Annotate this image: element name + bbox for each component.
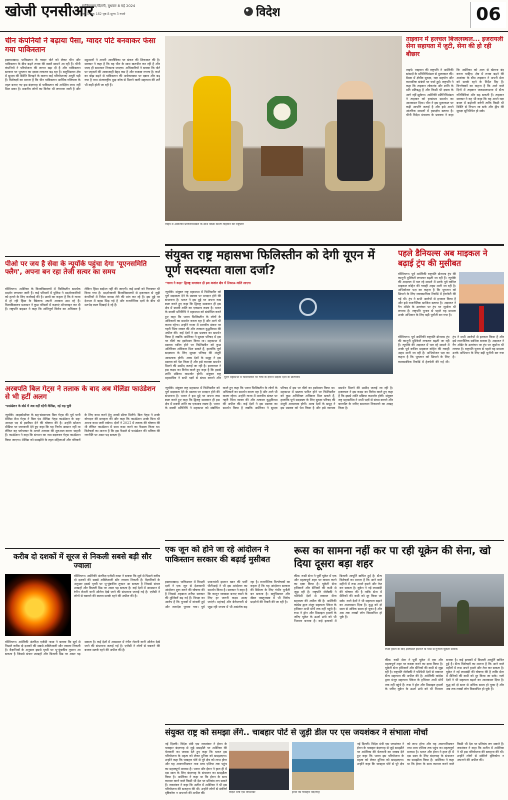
body-gates: न्यूयॉर्क। माइक्रोसॉफ्ट के सह-संस्थापक बिल गेट्स की पूर्व पत्नी मेलिंडा फ्रेंच गेट्स ने बिल एंड मेलिंडा गेट्स फाउंडेशन के सह-अध्यक्ष पद से इस्तीफा देने की घोषणा की है। उन्होंने सोशल मीडिया पर जानकारी देते हुए कहा कि यह निर्णय आसान नहीं था लेकिन वह परोपकार के अगले अध्याय की शुरुआत करना चाहती हैं। फाउंडेशन ने कहा कि संगठन का नाम बदलकर गेट्स फाउंडेशन किया जाएगा। मेलिंडा को समझौते के तहत महिलाओं और परिवारों के लिए काम करने हेतु अरबों डॉलर मिलेंगे। बिल गेट्स ने उनके योगदान की सराहना की और कहा कि फाउंडेशन उनके बिना भी अपना काम जारी रखेगा। दोनों ने 2021 में तलाक की घोषणा की थी लेकिन फाउंडेशन में साथ काम करने का फैसला किया था। विशेषज्ञों का मानना है कि इस फैसले से फाउंडेशन की भविष्य की रणनीति पर असर पड़ सकता है। bbox=[5, 413, 160, 442]
divider bbox=[5, 548, 160, 549]
headline-chabahar: संयुक्त राष्ट्र को समझा लेंगे.. चाबहार पोर्ट से जुड़ी डील पर एस जयशंकर ने संभाला मोर्चा bbox=[165, 728, 428, 737]
edition-line: वर्ष 3 अंक 182 पृष्ठ 8 मूल्य 3 रुपये bbox=[82, 12, 126, 16]
sun-photo bbox=[5, 574, 71, 636]
divider bbox=[165, 540, 504, 541]
un-photo-caption: यूएन महासभा में फिलिस्तीन पर चर्चा के दौरान सदस्य देशों के प्रतिनिधि bbox=[224, 376, 301, 379]
body-un-palestine-a: न्यूयॉर्क। संयुक्त राष्ट्र महासभा में फिलिस्तीन को पूर्ण सदस्यता देने के प्रस्ताव पर मतदान होने की संभावना है। भारत ने इस मुद्दे पर अपना रुख स्पष्ट करते हुए कहा कि द्विराष्ट्र समाधान ही इस क्षेत्र में स्थायी शांति का एकमात्र रास्ता है। भारत के स्थायी प्रतिनिधि ने महासभा को संबोधित करते हुए कहा कि भारत फिलिस्तीन के लोगों के अधिकारों का समर्थन करता रहा है और आगे भी करता रहेगा। उन्होंने गाजा में मानवीय संकट पर गहरी चिंता व्यक्त की और तत्काल युद्धविराम की अपील की। कई देशों ने इस प्रस्ताव का समर्थन किया है जबकि अमेरिका ने सुरक्षा परिषद में इस पर वीटो का इस्तेमाल किया था। महासभा में प्रस्ताव पारित होने पर फिलिस्तीन को कुछ अतिरिक्त अधिकार मिल सकते हैं, हालांकि पूर्ण सदस्यता के लिए सुरक्षा परिषद की मंजूरी आवश्यक होगी। अरब देशों के समूह ने इस प्रस्ताव को पेश किया है और इसे व्यापक समर्थन मिलने की उम्मीद जताई जा रही है। इजरायल ने इस कदम का विरोध करते हुए कहा है कि इससे शांति प्रक्रिया कमजोर होगी। संयुक्त राष्ट्र महासचिव ने सभी पक्षों से संयम बरतने और bbox=[165, 290, 221, 380]
divider bbox=[165, 244, 504, 246]
body-un-palestine-b: न्यूयॉर्क। संयुक्त राष्ट्र महासभा में फिलिस्तीन को पूर्ण सदस्यता देने के प्रस्ताव पर मतदान होने की संभावना है। भारत ने इस मुद्दे पर अपना रुख स्पष्ट करते हुए कहा कि द्विराष्ट्र समाधान ही इस क्षेत्र में स्थायी शांति का एकमात्र रास्ता है। भारत के स्थायी प्रतिनिधि ने महासभा को संबोधित करते हुए कहा कि भारत फिलिस्तीन के लोगों के अधिकारों का समर्थन करता रहा है और आगे भी करता रहेगा। उन्होंने गाजा में मानवीय संकट पर गहरी चिंता व्यक्त की और तत्काल युद्धविराम की अपील की। कई देशों ने इस प्रस्ताव का समर्थन किया है जबकि अमेरिका ने सुरक्षा परिषद में इस पर वीटो का इस्तेमाल किया था। महासभा में प्रस्ताव पारित होने पर फिलिस्तीन को कुछ अतिरिक्त अधिकार मिल सकते हैं, हालांकि पूर्ण सदस्यता के लिए सुरक्षा परिषद की मंजूरी आवश्यक होगी। अरब देशों के समूह ने इस प्रस्ताव को पेश किया है और इसे व्यापक समर्थन मिलने की उम्मीद जताई जा रही है। इजरायल ने इस कदम का विरोध करते हुए कहा है कि इससे शांति प्रक्रिया कमजोर होगी। संयुक्त राष्ट्र महासचिव ने सभी पक्षों से संयम बरतने और बातचीत के जरिए समाधान निकालने का आग्रह किया है। bbox=[165, 386, 393, 411]
page-number-box bbox=[470, 2, 506, 28]
section-icon bbox=[244, 7, 253, 16]
masthead bbox=[0, 0, 508, 32]
headline-taiwan: ताइवान में हलचल बिजलस्थल... इजरायली सेना सहायता में जुटी, सेना की हो रही बौछार bbox=[406, 36, 504, 58]
table bbox=[261, 146, 303, 176]
section-title: विदेश bbox=[256, 5, 281, 19]
body-taiwan: ताइपे। ताइवान की राष्ट्रपति ने अमेरिकी सांसदों के प्रतिनिधिमंडल से मुलाकात की। बैठक में क्षेत्रीय सुरक्षा, रक्षा सहयोग और व्यापारिक संबंधों पर चर्चा हुई। राष्ट्रपति ने कहा कि ताइवान लोकतंत्र और शांति के प्रति प्रतिबद्ध है और किसी भी दबाव के आगे नहीं झुकेगा। अमेरिकी प्रतिनिधिमंडल ने ताइवान को हरसंभव समर्थन का आश्वासन दिया। चीन ने इस मुलाकात पर कड़ी आपत्ति जताई है और इसे अपने आंतरिक मामलों में हस्तक्षेप बताया है। चीनी विदेश मंत्रालय के प्रवक्ता ने कहा कि अमेरिका को आग से खेलना बंद करना चाहिए। क्षेत्र में तनाव बढ़ने की आशंका के बीच ताइवान ने अपनी सेना को सतर्क रहने के निर्देश दिए हैं। विश्लेषकों का कहना है कि आने वाले दिनों में ताइवान जलडमरूमध्य में सैन्य गतिविधियां और बढ़ सकती हैं। ताइवान सरकार ने यह भी कहा कि वह अपने रक्षा बजट में बढ़ोतरी करेगी ताकि किसी भी स्थिति से निपटा जा सके और द्वीप की सुरक्षा सुनिश्चित हो सके। bbox=[406, 68, 504, 118]
headline-pak-protest: एक जून को होने जा रहे आंदोलन ने पाकिस्तान सरकार की बढ़ाई मुसीबत bbox=[165, 545, 271, 564]
taiwan-photo-caption: ताइपे में अमेरिकी प्रतिनिधिमंडल के साथ बैठक करतीं ताइवान की राष्ट्रपति bbox=[165, 223, 244, 226]
headline-gwadar: चीन कंपनियों ने बढ़ाया पैसा, ग्वादर पोर्ट बनवाकर फंसा गया पाकिस्तान bbox=[5, 37, 156, 54]
jaishankar-caption: विदेश मंत्री एस जयशंकर bbox=[229, 791, 256, 794]
person-left bbox=[193, 76, 231, 181]
headline-solar: करीब दो दशकों में सूरज से निकली सबसे बड़ी सौर ज्वाला bbox=[13, 552, 152, 570]
subhead-un-palestine: -भारत ने कहा- द्विराष्ट्र समाधान ही इस अशांत क्षेत्र में टिकाऊ शांति लाएगा bbox=[165, 281, 251, 285]
divider bbox=[165, 724, 504, 725]
headline-trump: पहले डैनियल्स अब माइकल ने बढ़ाई ट्रंप की मुसीबत bbox=[398, 248, 488, 268]
subhead-gates: -फाउंडेशन के बोर्ड में अब नहीं रहेंगी मेलिंडा, नई राह चुनी bbox=[5, 404, 72, 408]
trump-photo bbox=[459, 272, 504, 332]
divider bbox=[5, 381, 160, 382]
un-assembly-photo bbox=[224, 290, 393, 374]
jaishankar-photo bbox=[229, 742, 289, 790]
body-chabahar-b: नई दिल्ली। विदेश मंत्री एस जयशंकर ने ईरान के चाबहार बंदरगाह से जुड़े समझौते पर अमेरिका की चेतावनी का जवाब देते हुए कहा कि भारत इस परियोजना के महत्व को लेकर दुनिया को समझाएगा। उन्होंने कहा कि चाबहार पोर्ट से पूरे क्षेत्र को लाभ होगा और यह अफगानिस्तान तथा मध्य एशिया तक पहुंच का महत्वपूर्ण माध्यम है। भारत और ईरान ने हाल ही में दस साल के लिए बंदरगाह के संचालन का समझौता किया है। अमेरिका ने कहा था कि ईरान के साथ व्यापार करने वाले किसी भी देश पर प्रतिबंध लग सकते हैं। जयशंकर ने कहा कि अतीत में अमेरिका ने भी इस परियोजना की सराहना की थी। उन्होंने लोगों से संकीर्ण दृष्टिकोण न अपनाने की अपील की। bbox=[357, 742, 504, 767]
date-line: गाजियाबाद/दिल्ली, बुधवार 8 मई 2024 bbox=[82, 4, 136, 8]
building-ruin bbox=[395, 592, 441, 622]
body-pak-protest: इस्लामाबाद। पाकिस्तान में विपक्षी दलों ने एक जून से देशव्यापी आंदोलन शुरू करने की घोषणा की है जिससे शहबाज शरीफ सरकार की मुश्किलें बढ़ गई हैं। विपक्ष का आरोप है कि चुनावों में धांधली हुई और जनादेश चुराया गया। पूर्व प्रधानमंत्री इमरान खान की पार्टी पीटीआई ने भी इस आंदोलन का समर्थन किया है। सरकार ने कहा है कि कानून व्यवस्था बनाए रखने के लिए हर जरूरी कदम उठाए जाएंगे। महंगाई और बेरोजगारी से जूझ रही जनता में भी असंतोष बढ़ रहा है। राजनीतिक विश्लेषकों का कहना है कि यह आंदोलन सरकार की स्थिरता के लिए गंभीर चुनौती बन सकता है। बलूचिस्तान और खैबर पख्तूनख्वा में भी विरोध प्रदर्शनों की तैयारी की जा रही है। bbox=[165, 580, 290, 609]
headline-us-protest: पीओ पर जय है सेवा के न्यूयॉर्क पहुंचा देगा 'यूएनसमिति फ्लैग', अपना बन रहा तेजी सत्यर का समय bbox=[5, 260, 147, 277]
headline-russia-ukraine: रूस का सामना नहीं कर पा रही यूक्रेन की सेना, खो दिया दूसरा बड़ा शहर bbox=[294, 545, 491, 570]
page-number: 06 bbox=[475, 4, 502, 25]
chabahar-caption: ईरान का चाबहार बंदरगाह bbox=[292, 791, 320, 794]
taiwan-meeting-photo bbox=[165, 36, 402, 221]
person-right bbox=[337, 81, 373, 181]
body-trump-a: वॉशिंगटन। पूर्व अमेरिकी राष्ट्रपति डोनाल्ड ट्रंप की कानूनी मुश्किलें लगातार बढ़ती जा रही हैं। न्यूयॉर्क की अदालत में चल रहे मामले में उनके पूर्व वकील माइकल कोहेन की गवाही अहम मानी जा रही है। अभियोजन पक्ष का कहना है कि भुगतान को छिपाने के लिए व्यावसायिक रिकॉर्ड में हेराफेरी की गई थी। ट्रंप ने सभी आरोपों से इनकार किया है और इसे राजनीतिक साजिश बताया है। अदालत ने गैग ऑर्डर के उल्लंघन पर ट्रंप पर जुर्माना भी लगाया है। राष्ट्रपति चुनाव से पहले यह मामला उनके अभियान के लिए बड़ी चुनौती बन गया है। bbox=[398, 272, 456, 317]
flower-vase bbox=[267, 96, 297, 136]
body-solar: वॉशिंगटन। अमेरिकी अंतरिक्ष एजेंसी नासा ने बताया कि सूर्य से पिछले करीब दो दशकों की सबसे शक्तिशाली सौर ज्वाला निकली है। वैज्ञानिकों के अनुसार इससे पृथ्वी पर भू-चुंबकीय तूफान आ सकता है जिससे संचार उपग्रहों और बिजली ग्रिड पर असर पड़ सकता है। कई देशों में आसमान में रंगीन रोशनी यानी ऑरोरा देखे जाने की संभावना जताई गई है। एजेंसी ने लोगों से घबराने की बजाय सतर्क रहने की अपील की है। bbox=[74, 574, 160, 599]
body-gwadar: इस्लामाबाद। पाकिस्तान के ग्वादर पोर्ट को लेकर चीन और पाकिस्तान के बीच बढ़ते तनाव की खबरें सामने आ रही हैं। चीनी कंपनियों ने परियोजना की लागत बढ़ा दी है और पाकिस्तान सरकार पर भुगतान का दबाव लगातार बढ़ रहा है। बलूचिस्तान क्षेत्र में सुरक्षा की स्थिति बिगड़ने के कारण कई परियोजनाएं अधूरी पड़ी हैं। विशेषज्ञों का मानना है कि चीन पाकिस्तान आर्थिक गलियारा के तहत बनाए गए इस बंदरगाह से पाकिस्तान को अपेक्षित लाभ नहीं मिल सका है। स्थानीय लोगों का विरोध भी लगातार जारी है और मछुआरों ने अपनी आजीविका पर संकट की शिकायत की है। सरकार ने कहा है कि वह चीन के साथ बातचीत कर रही है और जल्द ही समाधान निकाला जाएगा। अधिकारियों ने बताया कि पोर्ट पर जहाजों की आवाजाही बेहद कम है और राजस्व नगण्य है। कर्ज का बोझ बढ़ने से पाकिस्तान की अर्थव्यवस्था पर दबाव और बढ़ गया है तथा अंतरराष्ट्रीय मुद्रा कोष से मिलने वाली सहायता की शर्तें भी कड़ी होती जा रही हैं। bbox=[5, 58, 160, 91]
body-russia-ukraine-b: कीव। रूसी सेना ने पूर्वी यूक्रेन में एक और महत्वपूर्ण शहर पर कब्जा करने का दावा किया है। यूक्रेनी सेना हथियारों और सैनिकों की कमी से जूझ रही है। राष्ट्रपति जेलेंस्की ने पश्चिमी देशों से तत्काल सैन्य सहायता की अपील की है। अमेरिकी कांग्रेस द्वारा मंजूर सहायता पैकेज के हथियार अभी मोर्चे तक नहीं पहुंचे हैं। रूस ने ड्रोन और मिसाइल हमलों के जरिए यूक्रेन के ऊर्जा ढांचे को भी निशाना बनाया है। कई इलाकों में बिजली आपूर्ति बाधित हुई है। सैन्य विशेषज्ञों का मानना है कि आने वाले महीनों में रूस अपने हमले और तेज कर सकता है। यूक्रेन ने नई लामबंदी की घोषणा की है ताकि सेना में सैनिकों की कमी को दूर किया जा सके। नाटो देशों ने भी सहायता बढ़ाने का आश्वासन दिया है। युद्ध को दो साल से अधिक समय हो चुका है और अब तक लाखों लोग विस्थापित हो चुके हैं। bbox=[385, 658, 504, 691]
headline-un-palestine: संयुक्त राष्ट्र महासभा फिलिस्तीन को देगी यूएन में पूर्ण सदस्यता वाला दर्जा? bbox=[165, 248, 375, 277]
newspaper-logo: खोजी एनसीआर bbox=[5, 3, 94, 20]
ukraine-war-photo bbox=[385, 574, 504, 646]
soldier bbox=[457, 600, 469, 634]
divider bbox=[5, 256, 160, 257]
ukraine-photo-caption: रूसी हमले के बाद क्षतिग्रस्त इमारत के पास से गुजरते यूक्रेनी सैनिक bbox=[385, 648, 458, 651]
body-chabahar-a: नई दिल्ली। विदेश मंत्री एस जयशंकर ने ईरान के चाबहार बंदरगाह से जुड़े समझौते पर अमेरिका की चेतावनी का जवाब देते हुए कहा कि भारत इस परियोजना के महत्व को लेकर दुनिया को समझाएगा। उन्होंने कहा कि चाबहार पोर्ट से पूरे क्षेत्र को लाभ होगा और यह अफगानिस्तान तथा मध्य एशिया तक पहुंच का महत्वपूर्ण माध्यम है। भारत और ईरान ने हाल ही में दस साल के लिए बंदरगाह के संचालन का समझौता किया है। अमेरिका ने कहा था कि ईरान के साथ व्यापार करने वाले किसी भी देश पर प्रतिबंध लग सकते हैं। जयशंकर ने कहा कि अतीत में अमेरिका ने भी इस परियोजना की सराहना की थी। उन्होंने लोगों से संकीर्ण दृष्टिकोण न अपनाने की अपील की। bbox=[165, 742, 227, 796]
body-trump-b: वॉशिंगटन। पूर्व अमेरिकी राष्ट्रपति डोनाल्ड ट्रंप की कानूनी मुश्किलें लगातार बढ़ती जा रही हैं। न्यूयॉर्क की अदालत में चल रहे मामले में उनके पूर्व वकील माइकल कोहेन की गवाही अहम मानी जा रही है। अभियोजन पक्ष का कहना है कि भुगतान को छिपाने के लिए व्यावसायिक रिकॉर्ड में हेराफेरी की गई थी। ट्रंप ने सभी आरोपों से इनकार किया है और इसे राजनीतिक साजिश बताया है। अदालत ने गैग ऑर्डर के उल्लंघन पर ट्रंप पर जुर्माना भी लगाया है। राष्ट्रपति चुनाव से पहले यह मामला उनके अभियान के लिए बड़ी चुनौती बन गया है। bbox=[398, 335, 504, 364]
chabahar-port-photo bbox=[292, 742, 354, 790]
body-solar-cont: वॉशिंगटन। अमेरिकी अंतरिक्ष एजेंसी नासा ने बताया कि सूर्य से पिछले करीब दो दशकों की सबसे शक्तिशाली सौर ज्वाला निकली है। वैज्ञानिकों के अनुसार इससे पृथ्वी पर भू-चुंबकीय तूफान आ सकता है जिससे संचार उपग्रहों और बिजली ग्रिड पर असर पड़ सकता है। कई देशों में आसमान में रंगीन रोशनी यानी ऑरोरा देखे जाने की संभावना जताई गई है। एजेंसी ने लोगों से घबराने की बजाय सतर्क रहने की अपील की है। bbox=[5, 640, 160, 657]
tie bbox=[479, 306, 484, 332]
body-russia-ukraine: कीव। रूसी सेना ने पूर्वी यूक्रेन में एक और महत्वपूर्ण शहर पर कब्जा करने का दावा किया है। यूक्रेनी सेना हथियारों और सैनिकों की कमी से जूझ रही है। राष्ट्रपति जेलेंस्की ने पश्चिमी देशों से तत्काल सैन्य सहायता की अपील की है। अमेरिकी कांग्रेस द्वारा मंजूर सहायता पैकेज के हथियार अभी मोर्चे तक नहीं पहुंचे हैं। रूस ने ड्रोन और मिसाइल हमलों के जरिए यूक्रेन के ऊर्जा ढांचे को भी निशाना बनाया है। कई इलाकों में बिजली आपूर्ति बाधित हुई है। सैन्य विशेषज्ञों का मानना है कि आने वाले महीनों में रूस अपने हमले और तेज कर सकता है। यूक्रेन ने नई लामबंदी की घोषणा की है ताकि सेना में सैनिकों की कमी को दूर किया जा सके। नाटो देशों ने भी सहायता बढ़ाने का आश्वासन दिया है। युद्ध को दो साल से अधिक समय हो चुका है और अब तक लाखों लोग विस्थापित हो चुके हैं। bbox=[294, 574, 382, 624]
headline-gates: अरबपति बिल गेट्स ने तलाक के बाद अब मेलिंडा फाउंडेशन से भी हटीं अलग bbox=[5, 385, 156, 402]
un-emblem bbox=[299, 298, 317, 316]
body-us-protest: वॉशिंगटन। अमेरिका के विश्वविद्यालयों में फिलिस्तीन समर्थक प्रदर्शन लगातार जारी हैं। कई परिसरों में पुलिस ने प्रदर्शनकारियों को हटाने के लिए कार्रवाई की है। छात्रों का कहना है कि वे गाजा में हो रही हिंसा के खिलाफ अपनी आवाज उठा रहे हैं। विश्वविद्यालय प्रशासन ने कुछ परिसरों में कक्षाएं ऑनलाइन कर दी हैं। राष्ट्रपति बाइडन ने कहा कि शांतिपूर्ण विरोध का अधिकार है लेकिन हिंसा बर्दाश्त नहीं की जाएगी। कई छात्रों को गिरफ्तार भी किया गया है। प्रदर्शनकारी विश्वविद्यालयों से इजरायल से जुड़ी कंपनियों में निवेश वापस लेने की मांग कर रहे हैं। इस मुद्दे पर देशभर में बहस छिड़ गई है और राजनीतिक दलों के बीच भी मतभेद स्पष्ट दिखाई दे रहे हैं। bbox=[5, 287, 160, 312]
